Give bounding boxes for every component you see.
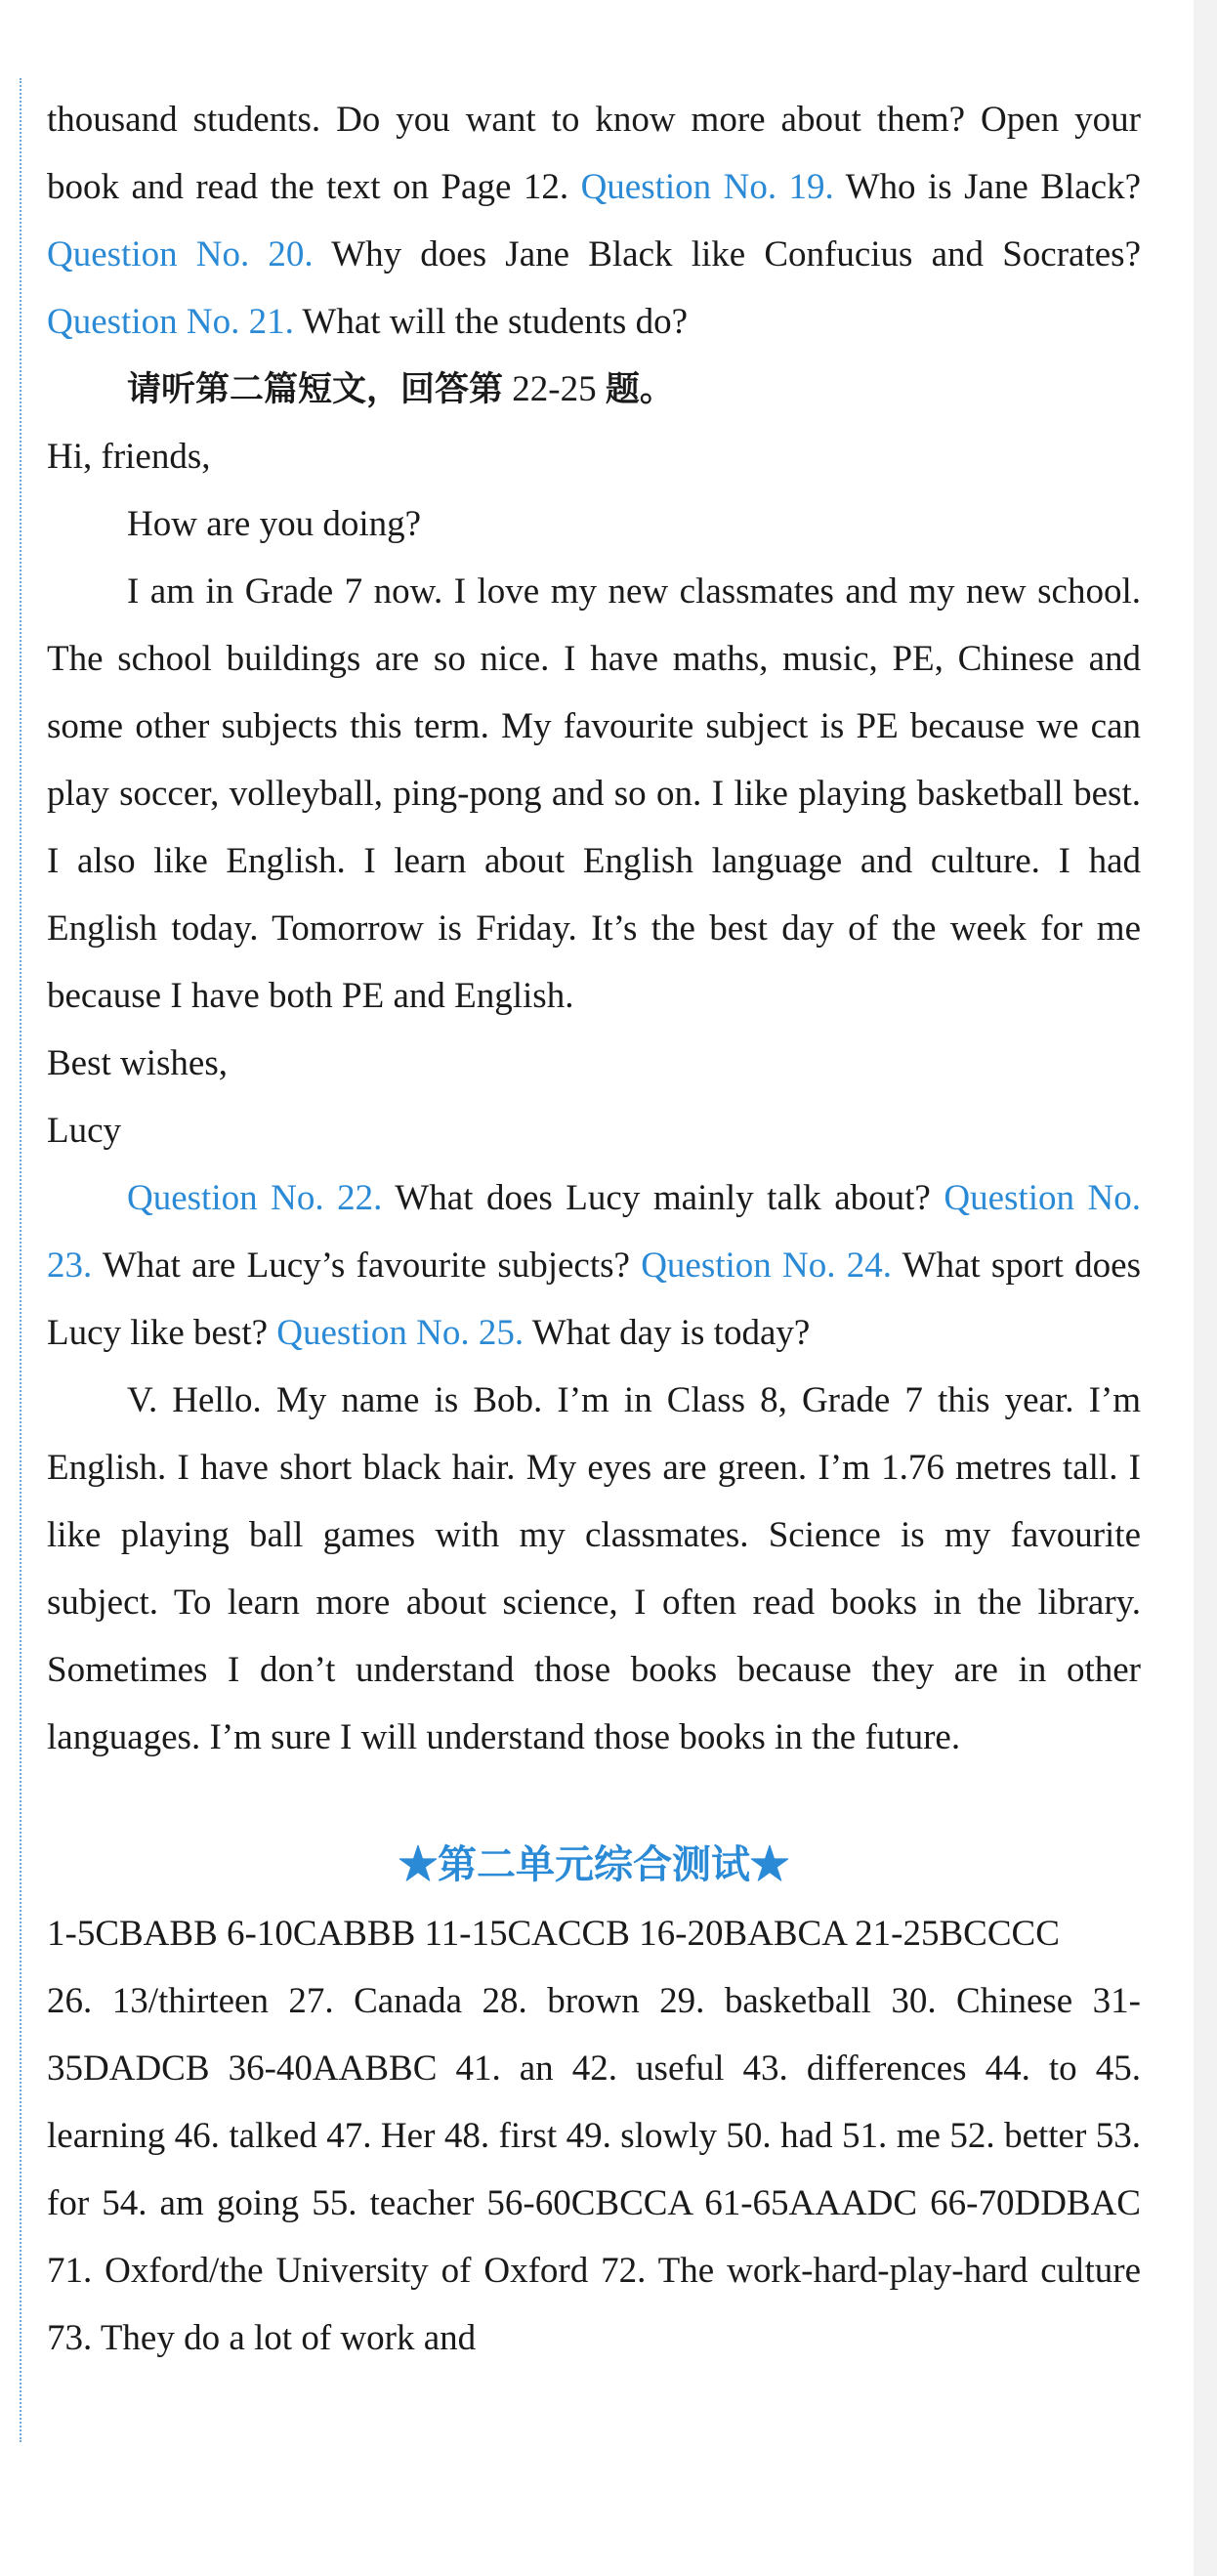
paragraph-section-v: V. Hello. My name is Bob. I’m in Class 8, Grade 7 this year. I’m English. I have short black hair. My eyes are green. I’m 1.76 metres tall. I like playing ball games with my classmates. Science is my favourite subject. To learn more about science, I often read books in the library. Sometimes I don’t understand those books because they are in other languages. I’m sure I will understand those books in the future. bbox=[47, 1380, 1141, 1757]
listening-instruction bbox=[47, 356, 1141, 423]
letter-signature: Lucy bbox=[47, 1111, 122, 1151]
text-run: What will the students do? bbox=[293, 302, 688, 342]
question-label-25: Question No. 25. bbox=[276, 1313, 525, 1353]
text-run: What sport does Lucy like best? bbox=[47, 1246, 1141, 1353]
letter-opening-line: How are you doing? bbox=[127, 504, 422, 544]
question-label-21: Question No. 21. bbox=[47, 302, 294, 342]
letter-closing: Best wishes, bbox=[47, 1043, 228, 1083]
instruction-text: 请听第二篇短文，回答第 bbox=[127, 369, 504, 409]
document-content bbox=[47, 86, 1141, 2372]
paragraph-questions-22-25 bbox=[47, 1164, 1141, 1367]
text-run: What does Lucy mainly talk about? bbox=[382, 1178, 944, 1218]
margin-dotted-line bbox=[20, 78, 21, 2442]
letter-body: I am in Grade 7 now. I love my new classmates and my new school. The school buildings are so nice. I have maths, music, PE, Chinese and some other subjects this term. My favourite subject is PE because we can play soccer, volleyball, ping-pong and so on. I like playing basketball best. I also like English. I learn about English language and culture. I had English today. Tomorrow is Friday. It’s the best day of the week for me because I have both PE and English. bbox=[47, 571, 1141, 1016]
text-run: Why does Jane Black like Confucius and Socrates? bbox=[313, 234, 1141, 274]
question-label-22: Question No. 22. bbox=[127, 1178, 383, 1218]
instruction-text: 题。 bbox=[605, 369, 674, 409]
text-run: What are Lucy’s favourite subjects? bbox=[92, 1246, 642, 1286]
question-label-23: Question No. 23. bbox=[47, 1178, 1141, 1286]
text-run: What day is today? bbox=[524, 1313, 811, 1353]
question-label-19: Question No. 19. bbox=[580, 167, 834, 207]
question-label-20: Question No. 20. bbox=[47, 234, 314, 274]
paragraph-questions-19-21 bbox=[47, 86, 1141, 356]
text-run: thousand students. Do you want to know more about them? Open your book and read the text on Page 12. bbox=[47, 100, 1141, 207]
instruction-number: 22-25 bbox=[503, 369, 606, 409]
letter-greeting: Hi, friends, bbox=[47, 437, 211, 477]
text-run: Who is Jane Black? bbox=[833, 167, 1142, 207]
question-label-24: Question No. 24. bbox=[641, 1246, 892, 1286]
answer-key-line-1: 1-5CBABB 6-10CABBB 11-15CACCB 16-20BABCA 21-25BCCCC bbox=[47, 1914, 1060, 1954]
section-title: ★第二单元综合测试★ bbox=[399, 1841, 789, 1887]
answer-key-body: 26. 13/thirteen 27. Canada 28. brown 29. basketball 30. Chinese 31-35DADCB 36-40AABBC 41. an 42. useful 43. differences 44. to 45. learning 46. talked 47. Her 48. first 49. slowly 50. had 51. me 52. better 53. for 54. am going 55. teacher 56-60CBCCA 61-65AAADC 66-70DDBAC 71. Oxford/the University of Oxford 72. The work-hard-play-hard culture 73. They do a lot of work and bbox=[47, 1981, 1141, 2358]
